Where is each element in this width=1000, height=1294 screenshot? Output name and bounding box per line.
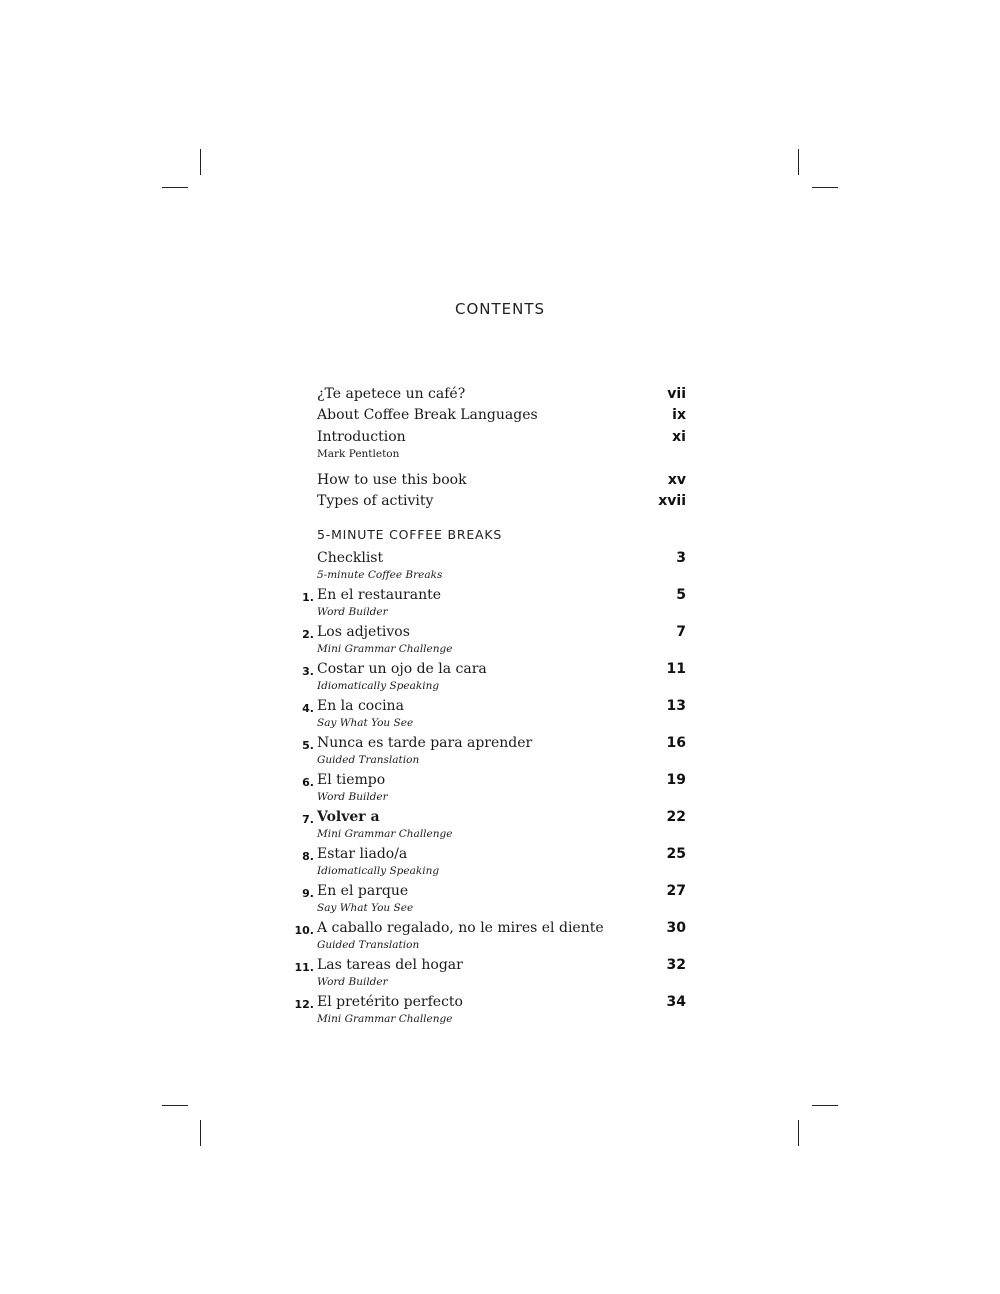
toc-entry-subtitle: 5-minute Coffee Breaks: [317, 569, 443, 581]
chapter-number: 12.: [294, 998, 314, 1011]
chapter-activity: Mini Grammar Challenge: [317, 828, 453, 840]
chapter-number: 3.: [302, 665, 314, 678]
chapter-page: 19: [666, 772, 686, 788]
chapter-title: Nunca es tarde para aprender: [317, 735, 533, 751]
chapter-page: 11: [666, 661, 686, 677]
chapter-number: 4.: [302, 702, 314, 715]
crop-mark: [812, 1105, 838, 1106]
chapter-number: 2.: [302, 628, 314, 641]
crop-mark: [812, 187, 838, 188]
chapter-number: 1.: [302, 591, 314, 604]
toc-entry-page: xi: [672, 429, 686, 445]
chapter-page: 34: [666, 994, 686, 1010]
chapter-activity: Mini Grammar Challenge: [317, 643, 453, 655]
chapter-number: 9.: [302, 887, 314, 900]
chapter-number: 6.: [302, 776, 314, 789]
toc-entry-page: 3: [676, 550, 686, 566]
chapter-title: En la cocina: [317, 698, 404, 714]
chapter-page: 16: [666, 735, 686, 751]
chapter-page: 7: [676, 624, 686, 640]
chapter-title: El tiempo: [317, 772, 386, 788]
chapter-page: 30: [666, 920, 686, 936]
chapter-activity: Guided Translation: [317, 754, 420, 766]
chapter-number: 7.: [302, 813, 314, 826]
chapter-number: 10.: [294, 924, 314, 937]
crop-mark: [200, 149, 201, 175]
chapter-activity: Word Builder: [317, 976, 388, 988]
crop-mark: [798, 149, 799, 175]
chapter-title: Costar un ojo de la cara: [317, 661, 487, 677]
chapter-page: 5: [676, 587, 686, 603]
section-heading: 5-MINUTE COFFEE BREAKS: [317, 527, 503, 542]
toc-entry-author: Mark Pentleton: [317, 448, 400, 460]
page-title: CONTENTS: [454, 300, 546, 318]
chapter-title: A caballo regalado, no le mires el diente: [317, 920, 604, 936]
toc-entry-title: ¿Te apetece un café?: [317, 386, 466, 402]
toc-entry-title: Introduction: [317, 429, 406, 445]
toc-entry-title: Types of activity: [317, 493, 434, 509]
chapter-title: En el restaurante: [317, 587, 442, 603]
chapter-activity: Word Builder: [317, 606, 388, 618]
chapter-page: 25: [666, 846, 686, 862]
chapter-title: Volver a: [317, 809, 380, 825]
chapter-activity: Mini Grammar Challenge: [317, 1013, 453, 1025]
chapter-activity: Idiomatically Speaking: [317, 680, 440, 692]
chapter-activity: Word Builder: [317, 791, 388, 803]
chapter-page: 27: [666, 883, 686, 899]
chapter-activity: Guided Translation: [317, 939, 420, 951]
chapter-activity: Say What You See: [317, 902, 414, 914]
toc-entry-page: xv: [667, 472, 686, 488]
chapter-title: En el parque: [317, 883, 409, 899]
toc-entry-page: xvii: [658, 493, 686, 509]
chapter-title: Los adjetivos: [317, 624, 410, 640]
crop-mark: [162, 187, 188, 188]
chapter-title: El pretérito perfecto: [317, 994, 463, 1010]
chapter-title: Las tareas del hogar: [317, 957, 463, 973]
chapter-number: 5.: [302, 739, 314, 752]
chapter-activity: Idiomatically Speaking: [317, 865, 440, 877]
toc-entry-title: Checklist: [317, 550, 384, 566]
toc-entry-page: vii: [667, 386, 686, 402]
crop-mark: [162, 1105, 188, 1106]
toc-entry-title: About Coffee Break Languages: [317, 407, 538, 423]
chapter-page: 13: [666, 698, 686, 714]
chapter-page: 32: [666, 957, 686, 973]
crop-mark: [798, 1120, 799, 1146]
toc-entry-title: How to use this book: [317, 472, 467, 488]
chapter-title: Estar liado/a: [317, 846, 408, 862]
chapter-number: 11.: [294, 961, 314, 974]
chapter-number: 8.: [302, 850, 314, 863]
crop-mark: [200, 1120, 201, 1146]
toc-entry-page: ix: [672, 407, 686, 423]
chapter-activity: Say What You See: [317, 717, 414, 729]
chapter-page: 22: [666, 809, 686, 825]
